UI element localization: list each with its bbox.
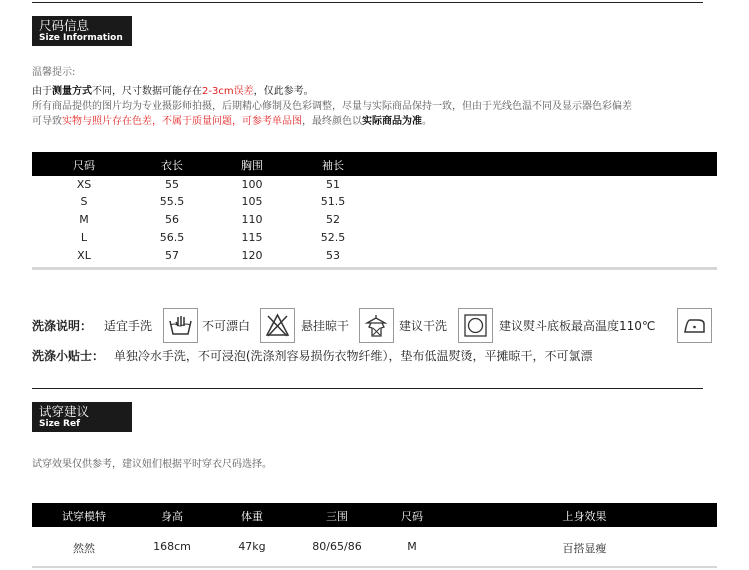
middle-divider	[32, 388, 703, 389]
care-tip-label: 洗涤小贴士：	[32, 349, 105, 363]
fit-table-bottom-divider	[32, 566, 717, 568]
header-sleeve: 袖长	[322, 159, 344, 172]
header-size: 尺码	[73, 159, 95, 172]
no-bleach-icon	[260, 308, 295, 343]
size-ref-tag	[32, 402, 132, 432]
care-hand-wash-text: 适宜手洗	[104, 319, 153, 333]
fit-note: 试穿效果仅供参考，建议妞们根据平时穿衣尺码选择。	[32, 459, 272, 470]
top-divider	[32, 2, 703, 3]
size-info-title: 尺码信息	[39, 18, 90, 33]
dry-clean-icon	[458, 308, 493, 343]
table-row: XL 57 120 53	[77, 249, 340, 262]
hang-dry-icon	[359, 308, 394, 343]
notes-line-1: 由于测量方式不同，尺寸数据可能存在2-3cm误差，仅此参考。	[32, 86, 314, 97]
care-tip-text: 单独冷水手洗，不可浸泡(洗涤剂容易损伤衣物纤维），垫布低温熨烫，平摊晾干，不可氯漂	[113, 349, 593, 363]
care-label: 洗涤说明：	[32, 319, 93, 333]
fit-table-header	[32, 503, 717, 527]
header-height: 身高	[161, 510, 183, 523]
notes-line-2: 所有商品提供的图片均为专业摄影师拍摄，后期精心修制及色彩调整，尽量与实际商品保持一致，但由于光线色温不同及显示器色彩偏差	[32, 101, 632, 112]
iron-icon	[677, 308, 712, 343]
table-row: XS 55 100 51	[76, 178, 340, 191]
table-row: M 56 110 52	[79, 213, 340, 226]
care-no-bleach-text: 不可漂白	[202, 319, 251, 333]
care-instructions	[32, 308, 722, 338]
header-length: 衣长	[161, 159, 183, 172]
header-effect: 上身效果	[562, 510, 607, 523]
size-table-header	[32, 152, 717, 176]
size-ref-subtitle: Size Ref	[39, 419, 80, 429]
notes-label: 温馨提示:	[32, 67, 76, 78]
care-hang-dry-text: 悬挂晾干	[301, 319, 350, 333]
table-row: L 56.5 115 52.5	[80, 231, 346, 244]
notes-line-3: 可导致实物与照片存在色差，不属于质量问题，可参考单品图，最终颜色以实际商品为准。	[32, 116, 432, 127]
header-measurements: 三围	[326, 510, 348, 523]
care-dry-clean-text: 建议干洗	[399, 319, 448, 333]
table-row: S 55.5 105 51.5	[80, 195, 346, 208]
table-row: 然然 168cm 47kg 80/65/86 M 百搭显瘦	[73, 540, 607, 555]
header-weight: 体重	[241, 510, 263, 523]
size-ref-title: 试穿建议	[39, 404, 90, 419]
size-info-subtitle: Size Information	[39, 33, 123, 43]
care-tip	[32, 347, 593, 364]
care-iron-text: 建议熨斗底板最高温度110℃	[499, 319, 656, 333]
size-info-tag	[32, 16, 132, 46]
header-model: 试穿模特	[62, 510, 106, 523]
hand-wash-icon	[163, 308, 198, 343]
size-table-bottom-divider	[32, 267, 717, 270]
header-fit-size: 尺码	[401, 510, 423, 523]
header-chest: 胸围	[241, 159, 263, 172]
